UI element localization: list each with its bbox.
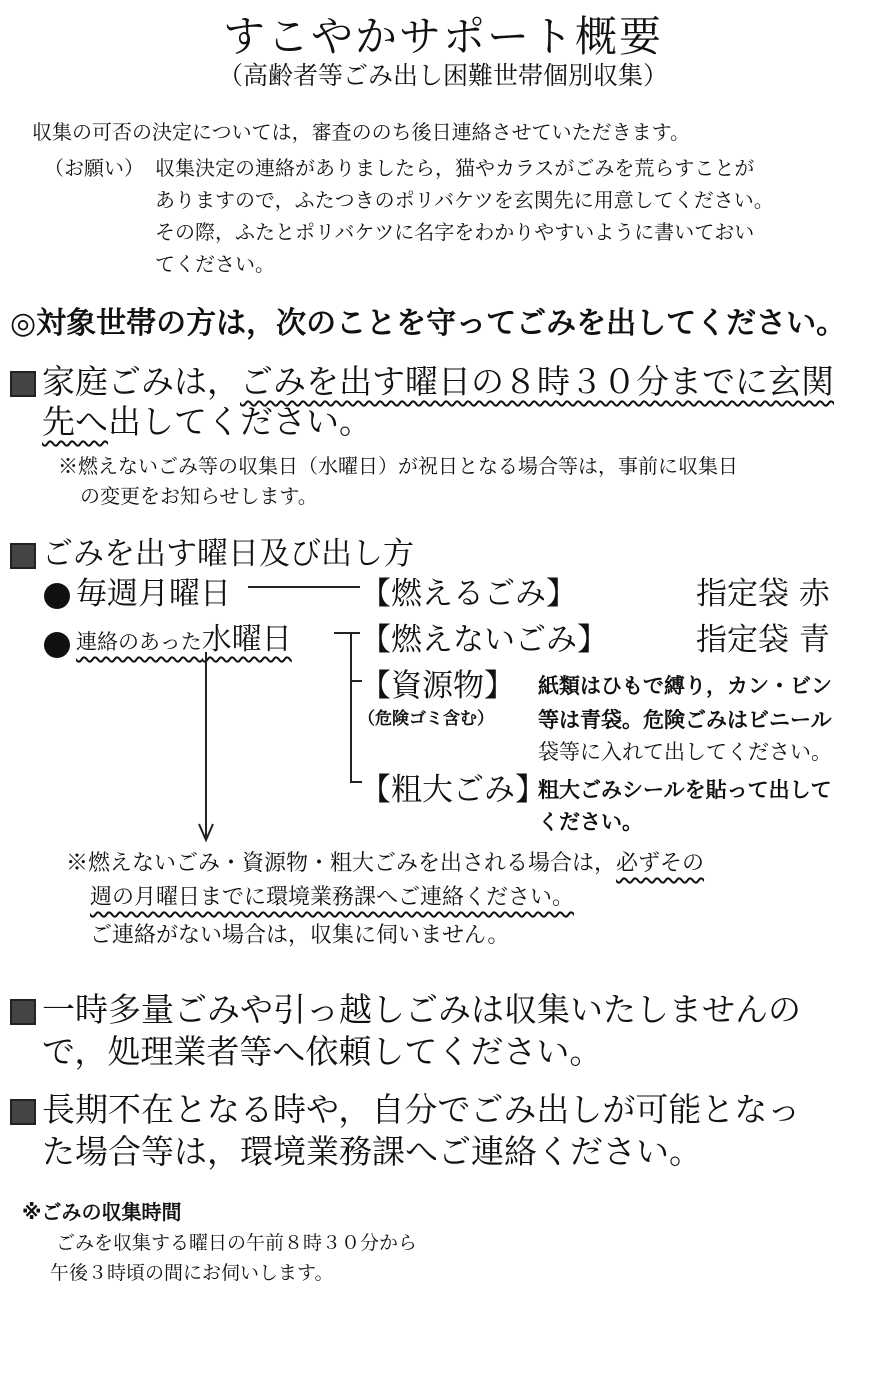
section1-note: ※燃えないごみ等の収集日（水曜日）が祝日となる場合等は，事前に収集日: [58, 454, 738, 478]
lead-text: 収集の可否の決定については，審査ののち後日連絡させていただきます。: [32, 120, 690, 144]
down-arrow-icon: [196, 652, 216, 844]
row1-type: 【燃えるごみ】: [360, 576, 577, 612]
request-line: てください。: [155, 252, 275, 276]
row4-desc: 粗大ごみシールを貼って出して: [538, 778, 832, 802]
row2-type: 【燃えないごみ】: [360, 622, 608, 658]
circle-bullet-icon: [44, 632, 70, 658]
section3-text: 一時多量ごみや引っ越しごみは収集いたしませんの: [42, 990, 801, 1029]
connector-line: [334, 632, 360, 634]
row1-bag: 指定袋 赤: [696, 576, 830, 612]
page-subtitle: （高齢者等ごみ出し困難世帯個別収集）: [217, 61, 668, 90]
section1-text: 家庭ごみは，: [42, 362, 240, 401]
section2-note-text: ※燃えないごみ・資源物・粗大ごみを出される場合は，: [66, 851, 617, 876]
section3-line2: で，処理業者等へ依頼してください。: [42, 1032, 603, 1071]
footer-line: 午後３時頃の間にお伺いします。: [50, 1262, 334, 1284]
section2-title-text: ごみを出す曜日及び出し方: [42, 536, 414, 572]
row2-day-prefix: 連絡のあった: [76, 630, 202, 654]
row4-type: 【粗大ごみ】: [360, 772, 546, 808]
section2-note-line3: ご連絡がない場合は，収集に伺いません。: [90, 923, 510, 948]
section1-emphasis: ごみを出す曜日の８時３０分までに玄関: [240, 362, 834, 401]
square-bullet-icon: [10, 543, 36, 569]
square-bullet-icon: [10, 371, 36, 397]
section2-title: [10, 528, 414, 573]
row1-day: [44, 568, 231, 613]
section4-text: 長期不在となる時や，自分でごみ出しが可能となっ: [42, 1090, 801, 1129]
bracket-line: [350, 632, 352, 782]
section1-line2: [42, 396, 372, 443]
row1-day-text: 毎週月曜日: [76, 576, 231, 612]
row3-type: 【資源物】: [360, 668, 515, 704]
section4-line1: [10, 1084, 800, 1131]
section2-note-line1: [66, 846, 704, 877]
square-bullet-icon: [10, 999, 36, 1025]
request-line: ありますので，ふたつきのポリバケツを玄関先に用意してください。: [155, 188, 774, 212]
row4-desc: ください。: [538, 810, 643, 834]
page-title: すこやかサポート概要: [222, 12, 663, 61]
section1-emphasis: 先へ: [42, 402, 108, 441]
section2-note-line2: [90, 880, 574, 911]
section4-line2: た場合等は，環境業務課へご連絡ください。: [42, 1132, 702, 1171]
section2-note-emphasis: 週の月曜日までに環境業務課へご連絡ください。: [90, 885, 575, 910]
request-line: その際，ふたとポリバケツに名字をわかりやすいように書いておい: [155, 220, 755, 244]
row2-day: [44, 614, 292, 658]
row2-bag: 指定袋 青: [696, 622, 830, 658]
row3-desc: 袋等に入れて出してください。: [538, 740, 832, 764]
row3-desc: 紙類はひもで縛り，カン・ビン: [538, 674, 832, 698]
request-label: （お願い）: [44, 156, 144, 180]
section1-note: の変更をお知らせします。: [80, 484, 318, 508]
connector-line: [248, 586, 360, 588]
request-line: 収集決定の連絡がありましたら，猫やカラスがごみを荒らすことが: [155, 156, 755, 180]
section2-note-emphasis: 必ずその: [616, 851, 705, 876]
section1-text: 出してください。: [108, 402, 372, 441]
square-bullet-icon: [10, 1099, 36, 1125]
main-heading: ◎対象世帯の方は，次のことを守ってごみを出してください。: [10, 306, 847, 341]
section3-line1: [10, 984, 801, 1031]
row3-sub: （危険ゴミ含む）: [358, 709, 494, 729]
circle-bullet-icon: [44, 583, 70, 609]
row2-day-text: 水曜日: [201, 622, 292, 657]
row3-desc: 等は青袋。危険ごみはビニール: [538, 708, 832, 732]
footer-title: ※ごみの収集時間: [22, 1200, 182, 1224]
footer-line: ごみを収集する曜日の午前８時３０分から: [56, 1232, 418, 1254]
